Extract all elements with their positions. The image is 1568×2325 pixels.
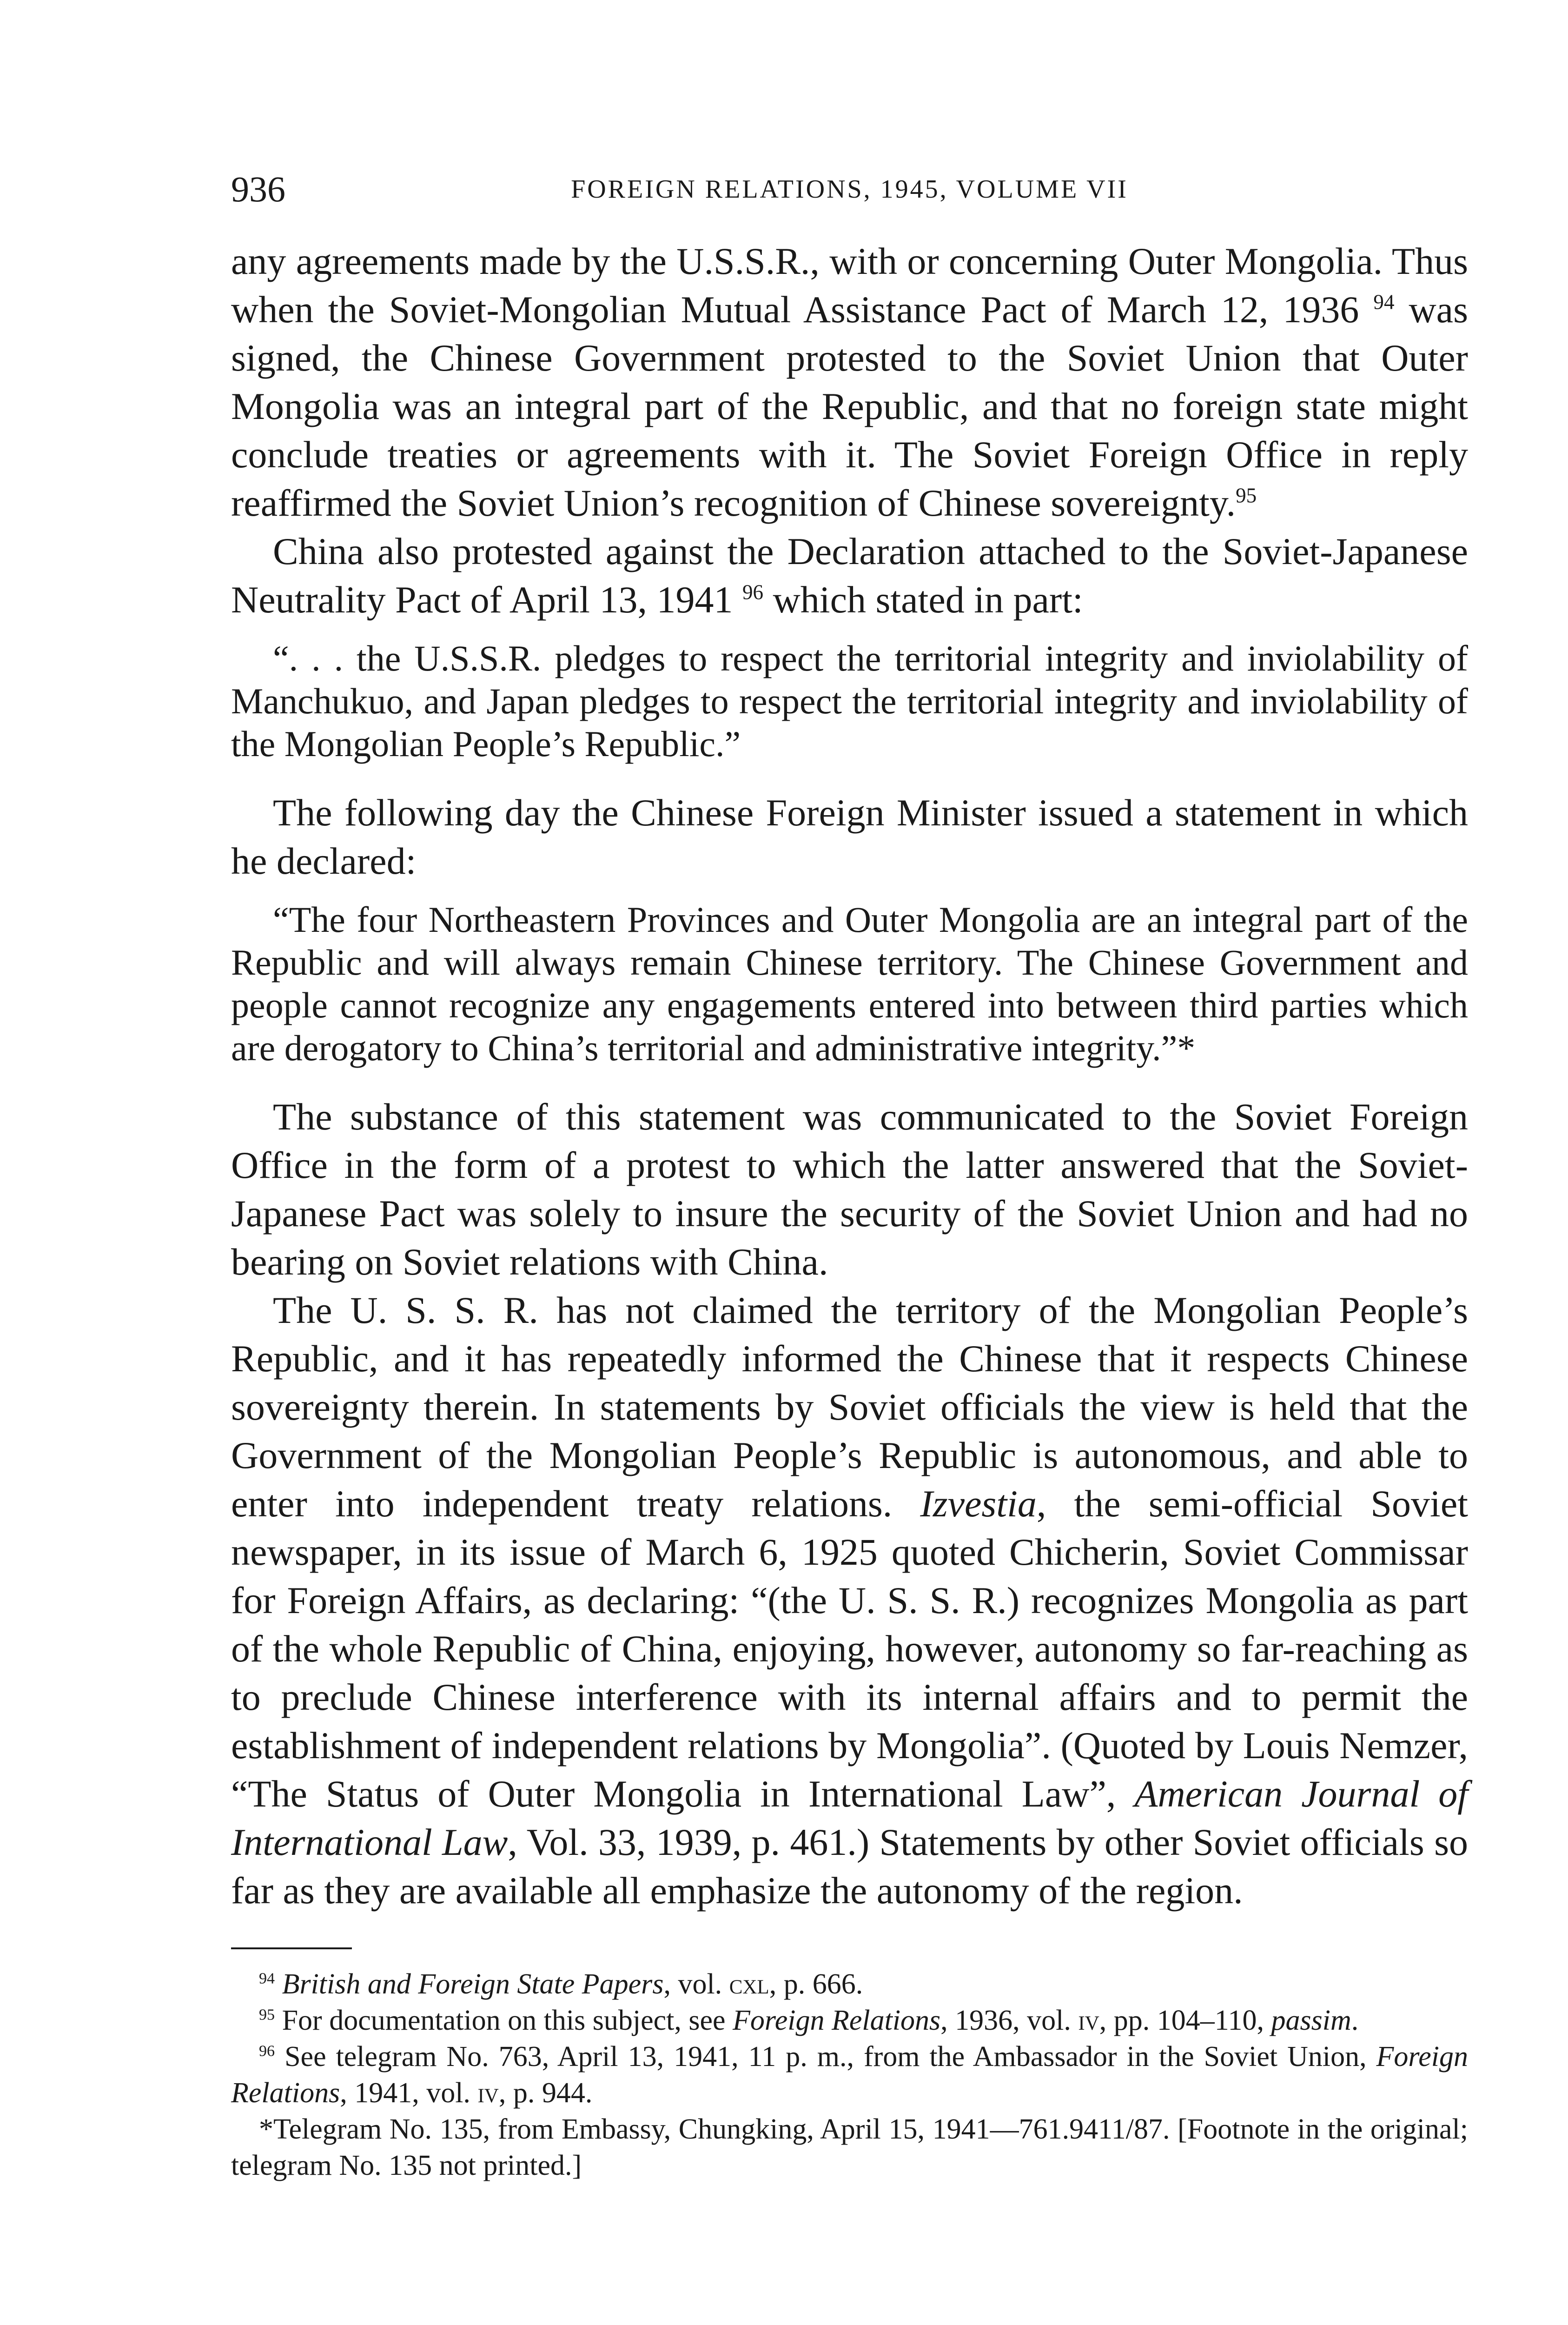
footnote-rule xyxy=(231,1947,352,1949)
text-run: “The four Northeastern Provinces and Outer Mongolia are an integral part of the Republic and will always remain Chinese territory. The Chinese Government and people cannot recognize any engagements entered into between third parties which are derogatory to China’s territorial and administrative integrity.”* xyxy=(231,899,1468,1068)
footnote-ref: 94 xyxy=(1373,290,1395,314)
italic-text: Izvestia xyxy=(920,1482,1037,1525)
text-run: , pp. 104–110, xyxy=(1099,2005,1271,2036)
footnote xyxy=(231,1966,1468,2002)
text-run: which stated in part: xyxy=(763,578,1083,621)
footnote xyxy=(231,2039,1468,2111)
text-run: cxl xyxy=(729,1968,769,2000)
paragraph xyxy=(231,1286,1468,1915)
italic-text: American Journal of International Law xyxy=(231,1773,1468,1863)
text-run: “. . . the U.S.S.R. pledges to respect the territorial integrity and inviolability of Manchukuo, and Japan pledges to respect the territorial integrity and inviolability of the Mongolian People’s Republic.” xyxy=(231,638,1468,764)
text-run: *Telegram No. 135, from Embassy, Chungking, April 15, 1941—761.9411/87. [Footnote in the original; telegram No. 135 not printed.] xyxy=(231,2113,1468,2181)
italic-text: Foreign Relations xyxy=(231,2041,1468,2109)
text-run: See telegram No. 763, April 13, 1941, 11 p. m., from the Ambassador in the Soviet Union, xyxy=(275,2041,1376,2073)
text-run: , 1941, vol. xyxy=(340,2077,478,2109)
footnote-ref: 96 xyxy=(742,580,764,604)
footnote-ref: 96 xyxy=(259,2042,275,2060)
text-run: iv xyxy=(1078,2005,1099,2036)
running-title: FOREIGN RELATIONS, 1945, VOLUME VII xyxy=(571,175,1128,204)
text-run: For documentation on this subject, see xyxy=(275,2005,733,2036)
text-run: The U. S. S. R. has not claimed the territory of the Mongolian People’s Republic, and it has repeatedly informed the Chinese that it respects Chinese sovereignty therein. In statements by Soviet officials the view is held that the Government of the Mongolian People’s Republic is autonomous, and able to enter into independent treaty relations. xyxy=(231,1289,1468,1525)
page-number: 936 xyxy=(231,169,285,209)
text-run: , p. 666. xyxy=(769,1968,863,2000)
footnote-ref: 95 xyxy=(1236,484,1257,507)
text-run: , vol. xyxy=(663,1968,729,2000)
document-body xyxy=(231,237,1468,2184)
text-run: , the semi-official Soviet newspaper, in its issue of March 6, 1925 quoted Chicherin, Soviet Commissar for Foreign Affairs, as declaring: “(the U. S. S. R.) recognizes Mongolia as part of the whole Republic of China, enjoying, however, autonomy so far-reaching as to preclude Chinese interference with its internal affairs and to permit the establishment of independent relations by Mongolia”. (Quoted by Louis Nemzer, “The Status of Outer Mongolia in International Law”, xyxy=(231,1482,1468,1815)
paragraph xyxy=(231,789,1468,885)
page-header xyxy=(231,164,1468,215)
text-run: iv xyxy=(477,2077,499,2109)
italic-text: Foreign Relations xyxy=(733,2005,941,2036)
text-run: The substance of this statement was communicated to the Soviet Foreign Office in the form of a protest to which the latter answered that the Soviet-Japanese Pact was solely to insure the security of the Soviet Union and had no bearing on Soviet relations with China. xyxy=(231,1096,1468,1283)
block-quote xyxy=(231,898,1468,1070)
italic-text: passim xyxy=(1271,2005,1351,2036)
text-run: was signed, the Chinese Government protested to the Soviet Union that Outer Mongolia was an integral part of the Republic, and that no foreign state might conclude treaties or agreements with it. The Soviet Foreign Office in reply reaffirmed the Soviet Union’s recognition of Chinese sovereignty. xyxy=(231,288,1468,524)
text-run: any agreements made by the U.S.S.R., with or concerning Outer Mongolia. Thus when the Soviet-Mongolian Mutual Assistance Pact of March 12, 1936 xyxy=(231,240,1468,331)
footnote xyxy=(231,2002,1468,2039)
text-run: China also protested against the Declaration attached to the Soviet-Japanese Neutrality Pact of April 13, 1941 xyxy=(231,530,1468,621)
text-run: , Vol. 33, 1939, p. 461.) Statements by other Soviet officials so far as they are available all emphasize the autonomy of the region. xyxy=(231,1821,1468,1912)
italic-text: British and Foreign State Papers xyxy=(282,1968,664,2000)
text-run xyxy=(275,1968,282,2000)
text-run: The following day the Chinese Foreign Minister issued a statement in which he declared: xyxy=(231,791,1468,882)
block-quote xyxy=(231,637,1468,765)
footnote xyxy=(231,2111,1468,2184)
paragraph xyxy=(231,237,1468,527)
footnote-ref: 94 xyxy=(259,1970,275,1987)
text-run: , p. 944. xyxy=(498,2077,593,2109)
footnote-ref: 95 xyxy=(259,2006,275,2024)
paragraph xyxy=(231,527,1468,624)
text-run: . xyxy=(1351,2005,1359,2036)
paragraph xyxy=(231,1093,1468,1286)
text-run: , 1936, vol. xyxy=(940,2005,1078,2036)
